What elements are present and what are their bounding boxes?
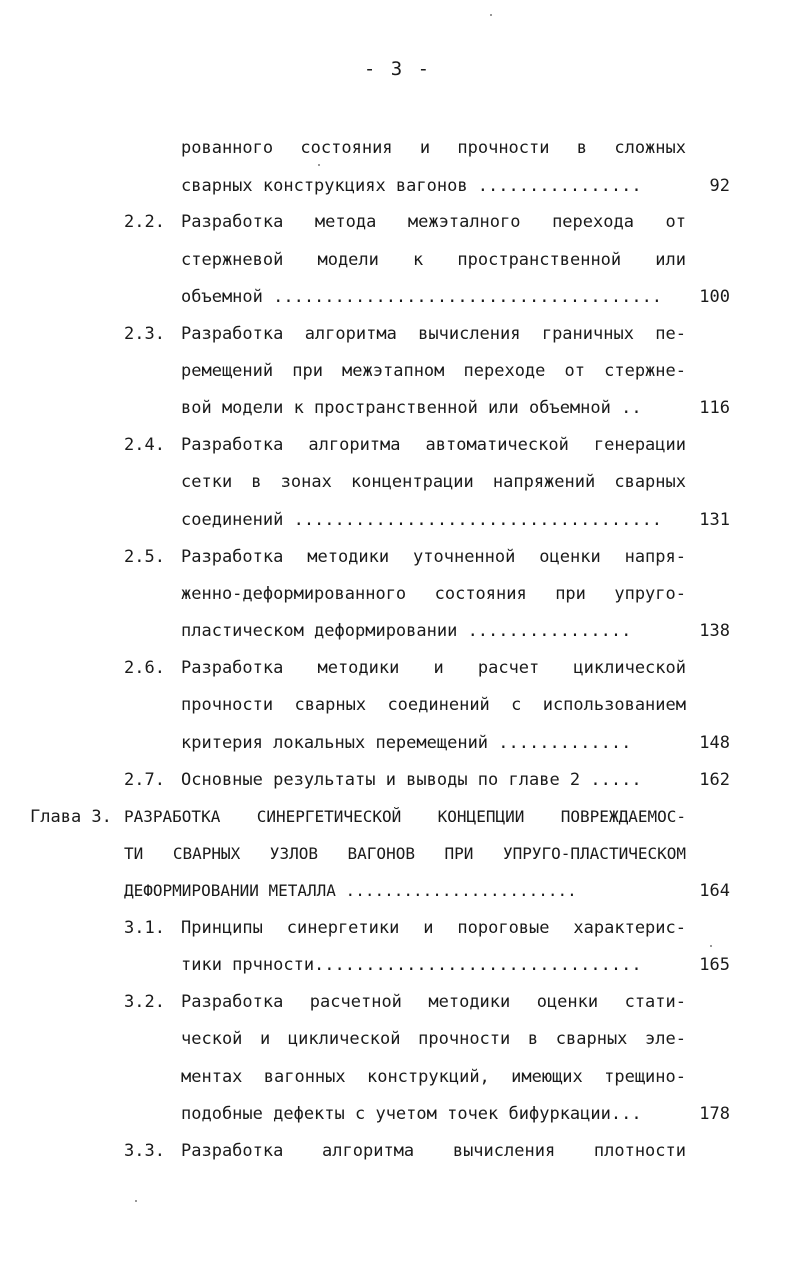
toc-line: ческой и циклической прочности в сварных эле- <box>181 1029 686 1049</box>
toc-line: ментах вагонных конструкций, имеющих трещино- <box>181 1067 686 1087</box>
toc-page-number: 116 <box>699 398 730 418</box>
toc-page-number: 164 <box>699 881 730 901</box>
toc-line: Разработка методики и расчет циклической <box>181 658 686 678</box>
toc-line: Принципы синергетики и пороговые характерис- <box>181 918 686 938</box>
scan-speck <box>710 945 712 947</box>
toc-item-number: 2.5. <box>124 547 165 567</box>
toc-line: Разработка алгоритма вычисления плотности <box>181 1141 686 1161</box>
toc-item-number: 3.1. <box>124 918 165 938</box>
toc-line: Разработка алгоритма вычисления граничных пе- <box>181 324 686 344</box>
toc-line: вой модели к пространственной или объемной .. <box>181 398 642 418</box>
chapter-title-line: ТИ СВАРНЫХ УЗЛОВ ВАГОНОВ ПРИ УПРУГО-ПЛАСТИЧЕСКОМ <box>124 844 686 863</box>
toc-line: Разработка методики уточненной оценки напря- <box>181 547 686 567</box>
toc-line: рованного состояния и прочности в сложных <box>181 138 686 158</box>
toc-item-number: 2.4. <box>124 435 165 455</box>
toc-page-number: 148 <box>699 733 730 753</box>
toc-item-number: 2.6. <box>124 658 165 678</box>
toc-page-number: 178 <box>699 1104 730 1124</box>
toc-page-number: 100 <box>699 287 730 307</box>
scan-speck <box>318 164 320 166</box>
scan-speck <box>490 14 492 16</box>
toc-item-number: 2.3. <box>124 324 165 344</box>
toc-line: ремещений при межэтапном переходе от стержне- <box>181 361 686 381</box>
chapter-title-line: РАЗРАБОТКА СИНЕРГЕТИЧЕСКОЙ КОНЦЕПЦИИ ПОВРЕЖДАЕМОС- <box>124 807 686 826</box>
page-number: - 3 - <box>363 58 432 80</box>
toc-item-number: 2.7. <box>124 770 165 790</box>
toc-line: Разработка расчетной методики оценки стати- <box>181 992 686 1012</box>
toc-line: Разработка алгоритма автоматической генерации <box>181 435 686 455</box>
toc-line: подобные дефекты с учетом точек бифуркации... <box>181 1104 642 1124</box>
toc-line: соединений .................................... <box>181 510 663 530</box>
toc-item-number: 2.2. <box>124 212 165 232</box>
toc-page-number: 138 <box>699 621 730 641</box>
toc-line: прочности сварных соединений с использованием <box>181 695 686 715</box>
toc-line: Разработка метода межэталного перехода от <box>181 212 686 232</box>
toc-item-number: 3.2. <box>124 992 165 1012</box>
toc-line: стержневой модели к пространственной или <box>181 250 686 270</box>
chapter-title-line: ДЕФОРМИРОВАНИИ МЕТАЛЛА ........................ <box>124 881 577 900</box>
toc-page-number: 92 <box>709 176 730 196</box>
toc-line: сварных конструкциях вагонов ................ <box>181 176 642 196</box>
toc-page-number: 131 <box>699 510 730 530</box>
toc-page-number: 165 <box>699 955 730 975</box>
toc-line: объемной ...................................... <box>181 287 663 307</box>
scan-speck <box>135 1200 137 1202</box>
toc-line: женно-деформированного состояния при упруго- <box>181 584 686 604</box>
toc-page-number: 162 <box>699 770 730 790</box>
toc-line: сетки в зонах концентрации напряжений сварных <box>181 472 686 492</box>
toc-line: тики прчности................................ <box>181 955 642 975</box>
toc-line: Основные результаты и выводы по главе 2 ..... <box>181 770 642 790</box>
toc-item-number: 3.3. <box>124 1141 165 1161</box>
toc-line: пластическом деформировании ................ <box>181 621 632 641</box>
chapter-label: Глава 3. <box>30 807 112 827</box>
toc-line: критерия локальных перемещений ............. <box>181 733 632 753</box>
